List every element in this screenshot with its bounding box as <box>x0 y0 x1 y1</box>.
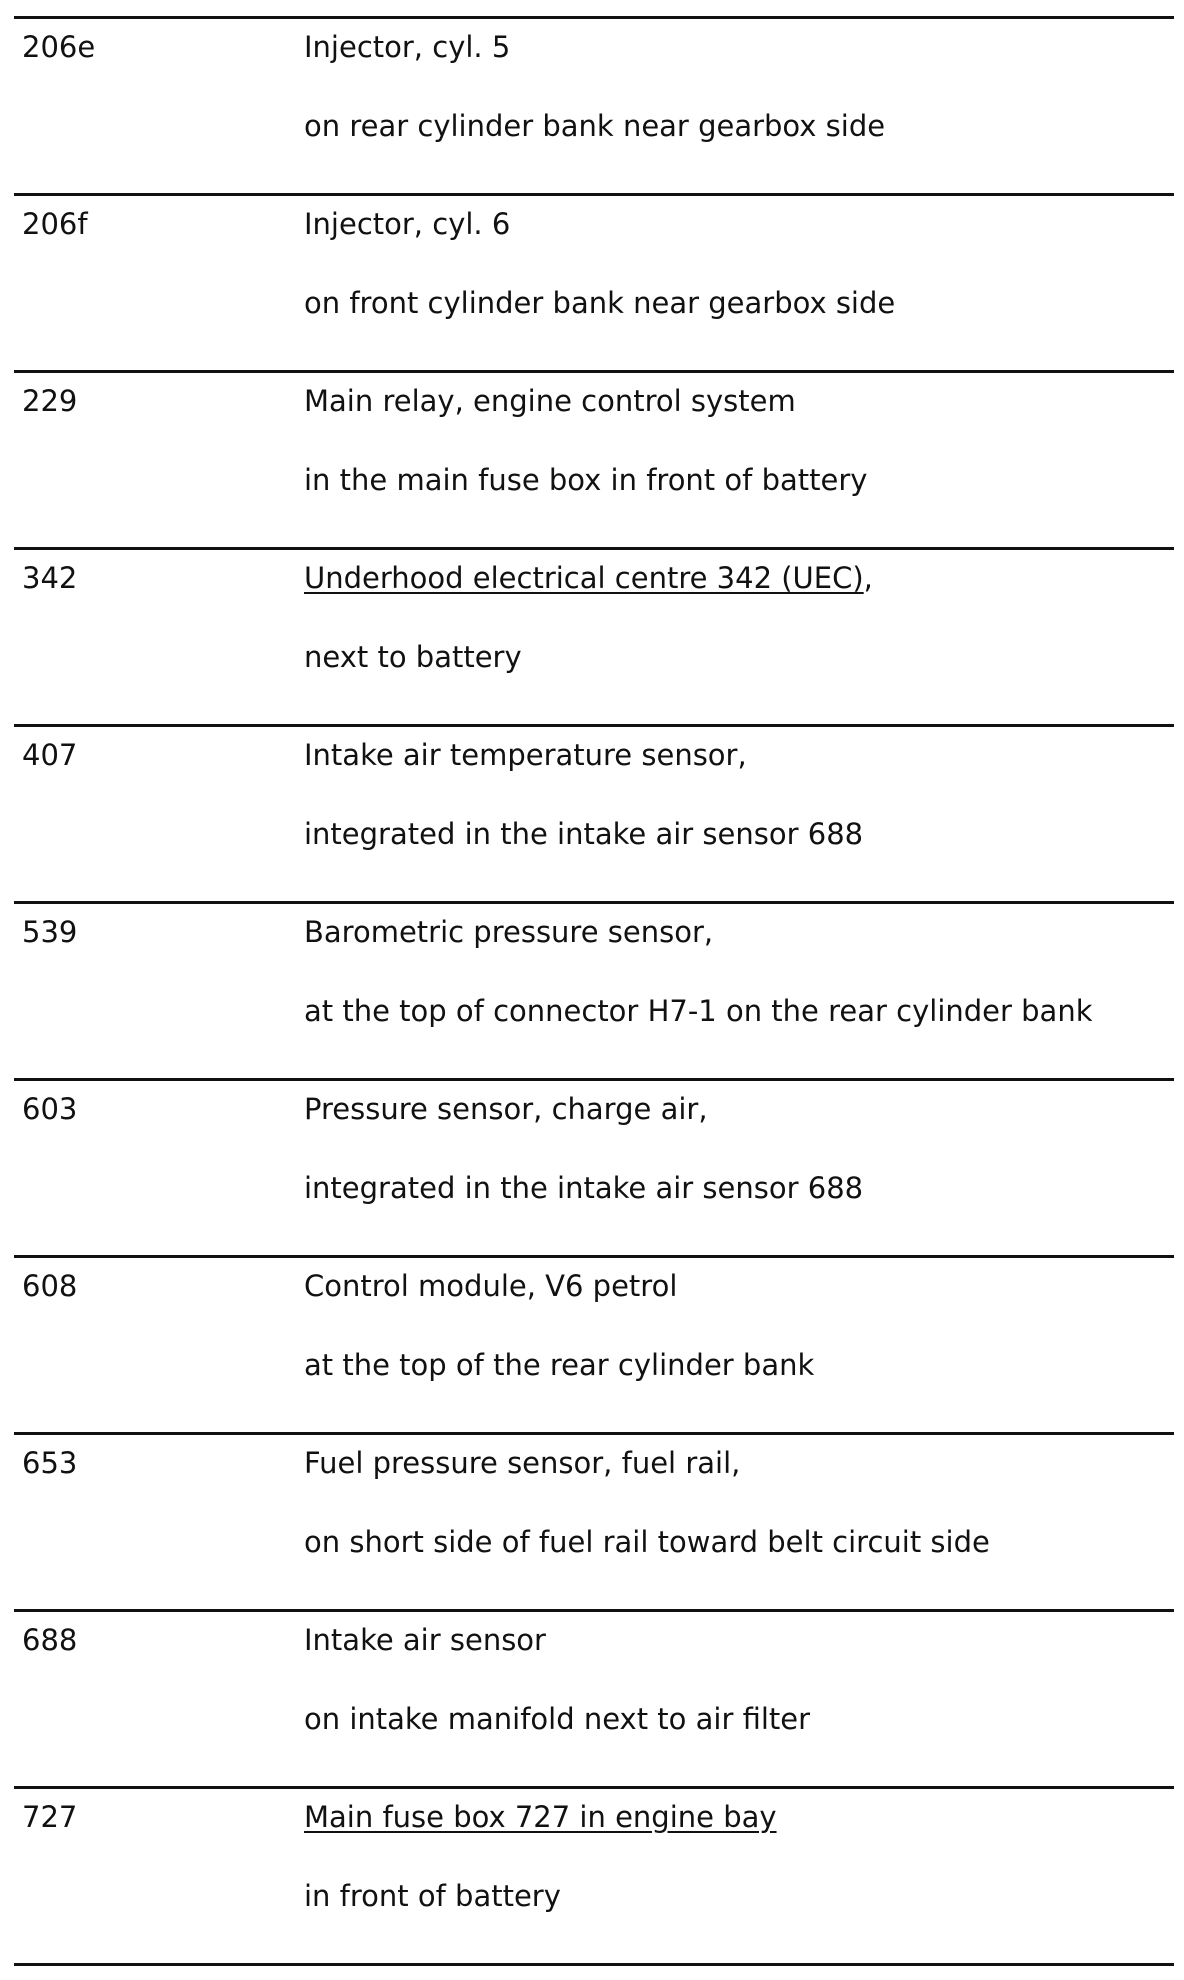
component-name-suffix: , <box>863 561 873 595</box>
table-row <box>14 724 1174 901</box>
component-location: integrated in the intake air sensor 688 <box>304 1171 864 1205</box>
component-location: on short side of fuel rail toward belt circuit side <box>304 1525 990 1559</box>
component-location-table <box>14 16 1174 1966</box>
table-row <box>14 1609 1174 1786</box>
component-link[interactable]: Underhood electrical centre 342 (UEC) <box>304 561 864 595</box>
table-row <box>14 547 1174 724</box>
component-code: 653 <box>22 1446 78 1480</box>
component-name: Control module, V6 petrol <box>304 1269 678 1303</box>
table-row <box>14 1078 1174 1255</box>
component-location: on rear cylinder bank near gearbox side <box>304 109 886 143</box>
component-code: 206f <box>22 207 88 241</box>
component-code: 229 <box>22 384 78 418</box>
component-code: 407 <box>22 738 78 772</box>
table-row <box>14 16 1174 193</box>
component-name: Intake air temperature sensor, <box>304 738 747 772</box>
component-name: Pressure sensor, charge air, <box>304 1092 708 1126</box>
component-link[interactable]: Main fuse box 727 in engine bay <box>304 1800 777 1834</box>
table-row <box>14 370 1174 547</box>
component-name: Barometric pressure sensor, <box>304 915 714 949</box>
component-location: at the top of the rear cylinder bank <box>304 1348 815 1382</box>
component-name: Fuel pressure sensor, fuel rail, <box>304 1446 741 1480</box>
table-row <box>14 901 1174 1078</box>
component-location: integrated in the intake air sensor 688 <box>304 817 864 851</box>
component-code: 539 <box>22 915 78 949</box>
table-row <box>14 193 1174 370</box>
component-name: Injector, cyl. 5 <box>304 30 511 64</box>
component-code: 342 <box>22 561 78 595</box>
component-location: in the main fuse box in front of battery <box>304 463 868 497</box>
component-location: next to battery <box>304 640 522 674</box>
table-row <box>14 1786 1174 1966</box>
component-name: Main relay, engine control system <box>304 384 796 418</box>
component-location: at the top of connector H7-1 on the rear cylinder bank <box>304 994 1093 1028</box>
component-name <box>304 560 873 596</box>
component-code: 603 <box>22 1092 78 1126</box>
component-location: on front cylinder bank near gearbox side <box>304 286 896 320</box>
component-name: Injector, cyl. 6 <box>304 207 511 241</box>
component-code: 688 <box>22 1623 78 1657</box>
component-location: in front of battery <box>304 1879 561 1913</box>
table-row <box>14 1432 1174 1609</box>
component-code: 608 <box>22 1269 78 1303</box>
component-code: 727 <box>22 1800 78 1834</box>
table-row <box>14 1255 1174 1432</box>
component-location: on intake manifold next to air filter <box>304 1702 811 1736</box>
component-code: 206e <box>22 30 96 64</box>
component-name: Intake air sensor <box>304 1623 546 1657</box>
component-name <box>304 1799 777 1835</box>
